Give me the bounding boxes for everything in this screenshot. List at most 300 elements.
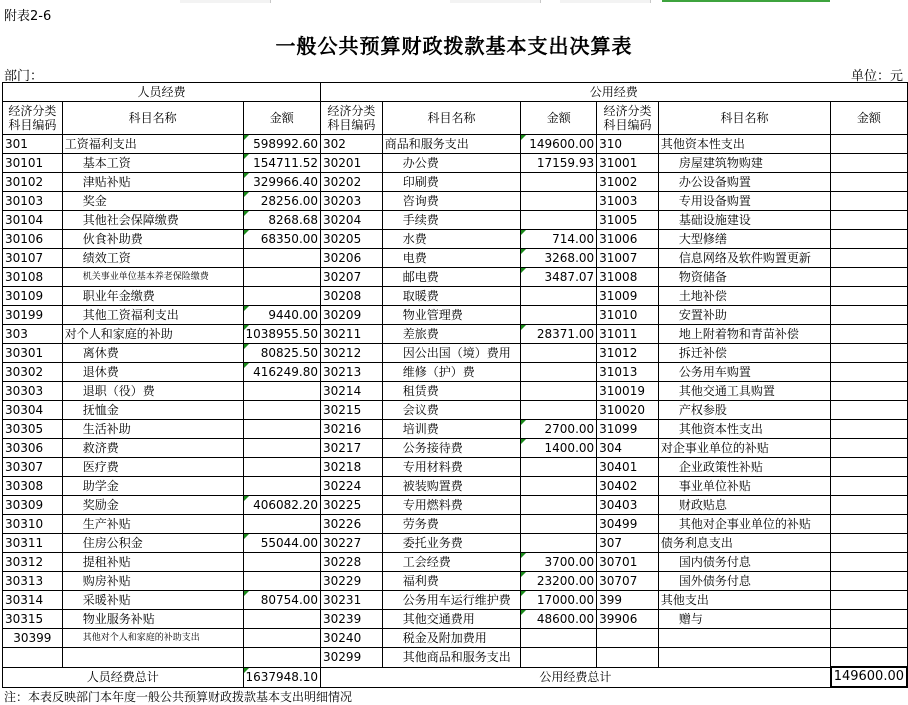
- goods-amount-cell: [521, 477, 597, 496]
- table-row: [3, 610, 908, 629]
- goods-name-cell: 其他交通费用: [382, 610, 521, 629]
- goods-code-cell: 30207: [321, 268, 383, 287]
- goods-amount-cell: 3268.00: [521, 249, 597, 268]
- personnel-total-label: 人员经费总计: [3, 667, 244, 687]
- table-row: [3, 363, 908, 382]
- goods-name-cell: 咨询费: [382, 192, 521, 211]
- capital-amount-cell: [831, 401, 907, 420]
- goods-amount-cell: 2700.00: [521, 420, 597, 439]
- table-row: [3, 515, 908, 534]
- personnel-name-cell: 机关事业单位基本养老保险缴费: [62, 268, 243, 287]
- goods-amount-cell: [521, 344, 597, 363]
- goods-code-cell: 302: [321, 135, 383, 154]
- capital-code-cell: 31013: [597, 363, 659, 382]
- personnel-name-cell: 救济费: [62, 439, 243, 458]
- capital-code-cell: 31011: [597, 325, 659, 344]
- personnel-name-cell: 奖励金: [62, 496, 243, 515]
- capital-code-cell: 310020: [597, 401, 659, 420]
- personnel-code-cell: 30107: [3, 249, 63, 268]
- capital-amount-cell: [831, 325, 907, 344]
- capital-name-cell: [658, 629, 830, 648]
- goods-amount-cell: 17000.00: [521, 591, 597, 610]
- personnel-name-cell: 其他社会保障缴费: [62, 211, 243, 230]
- capital-code-cell: 304: [597, 439, 659, 458]
- capital-code-cell: 30403: [597, 496, 659, 515]
- goods-name-cell: 劳务费: [382, 515, 521, 534]
- goods-name-cell: 会议费: [382, 401, 521, 420]
- personnel-code-cell: 30315: [3, 610, 63, 629]
- table-row: [3, 572, 908, 591]
- personnel-amount-cell: [243, 268, 321, 287]
- personnel-code-cell: 30301: [3, 344, 63, 363]
- personnel-amount-cell: [243, 610, 321, 629]
- capital-code-cell: [597, 629, 659, 648]
- goods-name-cell: 培训费: [382, 420, 521, 439]
- goods-code-cell: 30211: [321, 325, 383, 344]
- goods-amount-cell: [521, 496, 597, 515]
- goods-amount-cell: [521, 401, 597, 420]
- goods-name-cell: 公务接待费: [382, 439, 521, 458]
- goods-code-cell: 30226: [321, 515, 383, 534]
- personnel-name-cell: 离休费: [62, 344, 243, 363]
- goods-code-cell: 30215: [321, 401, 383, 420]
- selected-column-indicator: [662, 0, 830, 2]
- personnel-code-cell: 30311: [3, 534, 63, 553]
- capital-name-cell: 大型修缮: [658, 230, 830, 249]
- goods-amount-cell: 3487.07: [521, 268, 597, 287]
- personnel-code-cell: 30308: [3, 477, 63, 496]
- goods-amount-cell: [521, 534, 597, 553]
- personnel-code-cell: 30103: [3, 192, 63, 211]
- goods-name-cell: 维修（护）费: [382, 363, 521, 382]
- personnel-code-cell: 30102: [3, 173, 63, 192]
- personnel-code-cell: [3, 648, 63, 668]
- capital-amount-cell: [831, 496, 907, 515]
- personnel-amount-cell: [243, 629, 321, 648]
- goods-amount-cell: [521, 363, 597, 382]
- goods-code-cell: 30213: [321, 363, 383, 382]
- capital-name-cell: 基础设施建设: [658, 211, 830, 230]
- capital-code-cell: 310019: [597, 382, 659, 401]
- sheet-label: 附表2-6: [4, 9, 52, 24]
- personnel-amount-cell: 406082.20: [243, 496, 321, 515]
- capital-name-cell: 债务利息支出: [658, 534, 830, 553]
- personnel-code-cell: 30310: [3, 515, 63, 534]
- goods-name-cell: 公务用车运行维护费: [382, 591, 521, 610]
- personnel-code-cell: 30302: [3, 363, 63, 382]
- goods-code-cell: 30224: [321, 477, 383, 496]
- capital-name-cell: 其他对企事业单位的补贴: [658, 515, 830, 534]
- personnel-code-cell: 30305: [3, 420, 63, 439]
- personnel-amount-cell: 28256.00: [243, 192, 321, 211]
- column-strip-segment: [450, 0, 541, 3]
- capital-amount-cell: [831, 154, 907, 173]
- capital-code-cell: 31003: [597, 192, 659, 211]
- personnel-amount-cell: 154711.52: [243, 154, 321, 173]
- personnel-name-cell: 退休费: [62, 363, 243, 382]
- personnel-code-cell: 303: [3, 325, 63, 344]
- table-row: [3, 553, 908, 572]
- personnel-amount-cell: [243, 477, 321, 496]
- capital-amount-cell: [831, 458, 907, 477]
- goods-code-cell: 30218: [321, 458, 383, 477]
- page-title: 一般公共预算财政拨款基本支出决算表: [275, 34, 633, 58]
- capital-amount-cell: [831, 287, 907, 306]
- goods-code-cell: 30231: [321, 591, 383, 610]
- goods-amount-cell: [521, 192, 597, 211]
- table-row: [3, 458, 908, 477]
- goods-amount-cell: 17159.93: [521, 154, 597, 173]
- goods-name-cell: 被装购置费: [382, 477, 521, 496]
- goods-code-cell: 30202: [321, 173, 383, 192]
- capital-name-cell: 赠与: [658, 610, 830, 629]
- column-strip-segment: [180, 0, 271, 3]
- table-row: [3, 154, 908, 173]
- capital-amount-cell: [831, 477, 907, 496]
- table-row: [3, 211, 908, 230]
- public-header: 公用经费: [321, 83, 907, 102]
- goods-amount-cell: [521, 382, 597, 401]
- goods-code-cell: 30209: [321, 306, 383, 325]
- table-row: [3, 496, 908, 515]
- capital-name-cell: 其他资本性支出: [658, 420, 830, 439]
- goods-amount-cell: [521, 306, 597, 325]
- capital-amount-cell: [831, 211, 907, 230]
- table-row: [3, 306, 908, 325]
- table-row: [3, 287, 908, 306]
- column-strip-segment: [560, 0, 651, 3]
- capital-amount-cell: [831, 230, 907, 249]
- totals-row: [3, 667, 908, 687]
- personnel-code-cell: 30399: [3, 629, 63, 648]
- goods-name-cell: 因公出国（境）费用: [382, 344, 521, 363]
- goods-name-cell: 租赁费: [382, 382, 521, 401]
- capital-amount-cell: [831, 268, 907, 287]
- personnel-amount-cell: [243, 572, 321, 591]
- table-row: [3, 268, 908, 287]
- capital-amount-cell: [831, 553, 907, 572]
- personnel-code-cell: 30309: [3, 496, 63, 515]
- name-header: 科目名称: [658, 102, 830, 135]
- capital-name-cell: 安置补助: [658, 306, 830, 325]
- capital-name-cell: 房屋建筑物购建: [658, 154, 830, 173]
- goods-name-cell: 取暖费: [382, 287, 521, 306]
- capital-amount-cell: [831, 648, 907, 668]
- capital-name-cell: 专用设备购置: [658, 192, 830, 211]
- personnel-amount-cell: 598992.60: [243, 135, 321, 154]
- personnel-code-cell: 30313: [3, 572, 63, 591]
- personnel-name-cell: 生活补助: [62, 420, 243, 439]
- goods-amount-cell: 23200.00: [521, 572, 597, 591]
- capital-code-cell: 31005: [597, 211, 659, 230]
- personnel-name-cell: 采暖补贴: [62, 591, 243, 610]
- personnel-amount-cell: [243, 287, 321, 306]
- expenditure-table: [2, 82, 908, 688]
- capital-code-cell: 30499: [597, 515, 659, 534]
- goods-code-cell: 30216: [321, 420, 383, 439]
- personnel-amount-cell: [243, 458, 321, 477]
- capital-code-cell: 31002: [597, 173, 659, 192]
- table-row: [3, 648, 908, 668]
- capital-name-cell: 国内债务付息: [658, 553, 830, 572]
- personnel-code-cell: 30199: [3, 306, 63, 325]
- table-row: [3, 135, 908, 154]
- personnel-name-cell: 物业服务补贴: [62, 610, 243, 629]
- capital-name-cell: 其他交通工具购置: [658, 382, 830, 401]
- capital-code-cell: 307: [597, 534, 659, 553]
- table-row: [3, 173, 908, 192]
- amount-header: 金额: [243, 102, 321, 135]
- goods-amount-cell: 149600.00: [521, 135, 597, 154]
- capital-code-cell: [597, 648, 659, 668]
- personnel-name-cell: 津贴补贴: [62, 173, 243, 192]
- capital-code-cell: 39906: [597, 610, 659, 629]
- capital-name-cell: 拆迁补偿: [658, 344, 830, 363]
- capital-name-cell: 办公设备购置: [658, 173, 830, 192]
- personnel-name-cell: 工资福利支出: [62, 135, 243, 154]
- column-header-row: [3, 102, 908, 135]
- capital-name-cell: 事业单位补贴: [658, 477, 830, 496]
- goods-name-cell: 办公费: [382, 154, 521, 173]
- capital-name-cell: 信息网络及软件购置更新: [658, 249, 830, 268]
- goods-amount-cell: [521, 515, 597, 534]
- personnel-name-cell: 其他工资福利支出: [62, 306, 243, 325]
- personnel-name-cell: 购房补贴: [62, 572, 243, 591]
- goods-code-cell: 30299: [321, 648, 383, 668]
- capital-code-cell: 399: [597, 591, 659, 610]
- capital-amount-cell: [831, 439, 907, 458]
- goods-name-cell: 委托业务费: [382, 534, 521, 553]
- personnel-amount-cell: [243, 249, 321, 268]
- goods-name-cell: 专用燃料费: [382, 496, 521, 515]
- name-header: 科目名称: [62, 102, 243, 135]
- table-row: [3, 344, 908, 363]
- public-total-value: 149600.00: [831, 667, 907, 687]
- capital-amount-cell: [831, 572, 907, 591]
- capital-name-cell: 其他资本性支出: [658, 135, 830, 154]
- goods-amount-cell: 1400.00: [521, 439, 597, 458]
- personnel-amount-cell: [243, 648, 321, 668]
- personnel-amount-cell: [243, 401, 321, 420]
- goods-code-cell: 30208: [321, 287, 383, 306]
- personnel-amount-cell: [243, 439, 321, 458]
- personnel-code-cell: 30314: [3, 591, 63, 610]
- goods-name-cell: 差旅费: [382, 325, 521, 344]
- personnel-name-cell: 生产补贴: [62, 515, 243, 534]
- capital-code-cell: 31099: [597, 420, 659, 439]
- personnel-name-cell: 奖金: [62, 192, 243, 211]
- goods-amount-cell: [521, 287, 597, 306]
- capital-code-cell: 30401: [597, 458, 659, 477]
- personnel-name-cell: 退职（役）费: [62, 382, 243, 401]
- personnel-amount-cell: 1038955.50: [243, 325, 321, 344]
- table-row: [3, 591, 908, 610]
- capital-code-cell: 30701: [597, 553, 659, 572]
- personnel-header: 人员经费: [3, 83, 321, 102]
- goods-amount-cell: [521, 648, 597, 668]
- goods-code-cell: 30214: [321, 382, 383, 401]
- capital-amount-cell: [831, 249, 907, 268]
- goods-code-cell: 30227: [321, 534, 383, 553]
- personnel-code-cell: 30106: [3, 230, 63, 249]
- capital-amount-cell: [831, 306, 907, 325]
- capital-code-cell: 31001: [597, 154, 659, 173]
- goods-code-cell: 30228: [321, 553, 383, 572]
- goods-code-cell: 30239: [321, 610, 383, 629]
- public-total-label: 公用经费总计: [321, 667, 831, 687]
- capital-amount-cell: [831, 591, 907, 610]
- code-header: 经济分类 科目编码: [597, 102, 659, 135]
- capital-code-cell: 31006: [597, 230, 659, 249]
- spreadsheet-top-strip: [0, 0, 908, 4]
- goods-code-cell: 30217: [321, 439, 383, 458]
- capital-amount-cell: [831, 382, 907, 401]
- goods-code-cell: 30201: [321, 154, 383, 173]
- goods-name-cell: 其他商品和服务支出: [382, 648, 521, 668]
- capital-amount-cell: [831, 363, 907, 382]
- code-header: 经济分类 科目编码: [3, 102, 63, 135]
- capital-code-cell: 31007: [597, 249, 659, 268]
- capital-name-cell: 财政贴息: [658, 496, 830, 515]
- personnel-amount-cell: [243, 515, 321, 534]
- personnel-name-cell: 住房公积金: [62, 534, 243, 553]
- goods-code-cell: 30212: [321, 344, 383, 363]
- capital-amount-cell: [831, 534, 907, 553]
- goods-amount-cell: [521, 173, 597, 192]
- personnel-name-cell: 绩效工资: [62, 249, 243, 268]
- capital-name-cell: 土地补偿: [658, 287, 830, 306]
- goods-name-cell: 税金及附加费用: [382, 629, 521, 648]
- capital-code-cell: 30707: [597, 572, 659, 591]
- capital-code-cell: 31010: [597, 306, 659, 325]
- capital-amount-cell: [831, 610, 907, 629]
- personnel-name-cell: 医疗费: [62, 458, 243, 477]
- capital-code-cell: 31009: [597, 287, 659, 306]
- personnel-code-cell: 30101: [3, 154, 63, 173]
- table-row: [3, 420, 908, 439]
- personnel-name-cell: 对个人和家庭的补助: [62, 325, 243, 344]
- goods-name-cell: 手续费: [382, 211, 521, 230]
- goods-name-cell: 印刷费: [382, 173, 521, 192]
- capital-code-cell: 310: [597, 135, 659, 154]
- personnel-name-cell: 伙食补助费: [62, 230, 243, 249]
- personnel-code-cell: 30306: [3, 439, 63, 458]
- personnel-code-cell: 30304: [3, 401, 63, 420]
- goods-name-cell: 邮电费: [382, 268, 521, 287]
- capital-amount-cell: [831, 515, 907, 534]
- goods-amount-cell: [521, 211, 597, 230]
- goods-code-cell: 30204: [321, 211, 383, 230]
- goods-name-cell: 水费: [382, 230, 521, 249]
- personnel-amount-cell: 55044.00: [243, 534, 321, 553]
- table-row: [3, 477, 908, 496]
- goods-code-cell: 30203: [321, 192, 383, 211]
- capital-amount-cell: [831, 192, 907, 211]
- capital-name-cell: 国外债务付息: [658, 572, 830, 591]
- capital-code-cell: 31012: [597, 344, 659, 363]
- personnel-amount-cell: 416249.80: [243, 363, 321, 382]
- personnel-amount-cell: 80825.50: [243, 344, 321, 363]
- capital-name-cell: 产权参股: [658, 401, 830, 420]
- capital-name-cell: 物资储备: [658, 268, 830, 287]
- goods-name-cell: 福利费: [382, 572, 521, 591]
- table-row: [3, 192, 908, 211]
- capital-name-cell: 企业政策性补贴: [658, 458, 830, 477]
- personnel-code-cell: 30312: [3, 553, 63, 572]
- personnel-name-cell: 其他对个人和家庭的补助支出: [62, 629, 243, 648]
- capital-amount-cell: [831, 173, 907, 192]
- table-row: [3, 249, 908, 268]
- personnel-amount-cell: 8268.68: [243, 211, 321, 230]
- footnote: 注：本表反映部门本年度一般公共预算财政拨款基本支出明细情况: [4, 690, 353, 704]
- goods-name-cell: 商品和服务支出: [382, 135, 521, 154]
- goods-amount-cell: 28371.00: [521, 325, 597, 344]
- table-row: [3, 439, 908, 458]
- goods-name-cell: 电费: [382, 249, 521, 268]
- amount-header: 金额: [521, 102, 597, 135]
- goods-code-cell: 30225: [321, 496, 383, 515]
- goods-amount-cell: 48600.00: [521, 610, 597, 629]
- capital-amount-cell: [831, 135, 907, 154]
- personnel-amount-cell: [243, 382, 321, 401]
- unit-label: 单位：元: [851, 69, 904, 84]
- goods-code-cell: 30205: [321, 230, 383, 249]
- table-row: [3, 401, 908, 420]
- capital-name-cell: 公务用车购置: [658, 363, 830, 382]
- personnel-amount-cell: 9440.00: [243, 306, 321, 325]
- goods-code-cell: 30206: [321, 249, 383, 268]
- personnel-code-cell: 30104: [3, 211, 63, 230]
- personnel-amount-cell: [243, 553, 321, 572]
- personnel-amount-cell: 329966.40: [243, 173, 321, 192]
- capital-code-cell: 30402: [597, 477, 659, 496]
- personnel-name-cell: 职业年金缴费: [62, 287, 243, 306]
- personnel-amount-cell: [243, 420, 321, 439]
- personnel-amount-cell: 80754.00: [243, 591, 321, 610]
- personnel-total-value: 1637948.10: [243, 667, 321, 687]
- code-header: 经济分类 科目编码: [321, 102, 383, 135]
- name-header: 科目名称: [382, 102, 521, 135]
- capital-name-cell: 对企事业单位的补贴: [658, 439, 830, 458]
- personnel-code-cell: 30108: [3, 268, 63, 287]
- table-row: [3, 230, 908, 249]
- goods-name-cell: 工会经费: [382, 553, 521, 572]
- personnel-code-cell: 30109: [3, 287, 63, 306]
- capital-name-cell: [658, 648, 830, 668]
- table-row: [3, 325, 908, 344]
- capital-code-cell: 31008: [597, 268, 659, 287]
- personnel-code-cell: 30303: [3, 382, 63, 401]
- personnel-amount-cell: 68350.00: [243, 230, 321, 249]
- personnel-name-cell: 提租补贴: [62, 553, 243, 572]
- personnel-name-cell: 基本工资: [62, 154, 243, 173]
- amount-header: 金额: [831, 102, 907, 135]
- goods-name-cell: 物业管理费: [382, 306, 521, 325]
- capital-amount-cell: [831, 344, 907, 363]
- capital-name-cell: 地上附着物和青苗补偿: [658, 325, 830, 344]
- personnel-name-cell: 抚恤金: [62, 401, 243, 420]
- goods-amount-cell: 3700.00: [521, 553, 597, 572]
- table-row: [3, 534, 908, 553]
- department-label: 部门：: [4, 69, 44, 84]
- goods-code-cell: 30240: [321, 629, 383, 648]
- capital-amount-cell: [831, 420, 907, 439]
- goods-name-cell: 专用材料费: [382, 458, 521, 477]
- table-row: [3, 629, 908, 648]
- goods-amount-cell: [521, 458, 597, 477]
- goods-code-cell: 30229: [321, 572, 383, 591]
- personnel-name-cell: [62, 648, 243, 668]
